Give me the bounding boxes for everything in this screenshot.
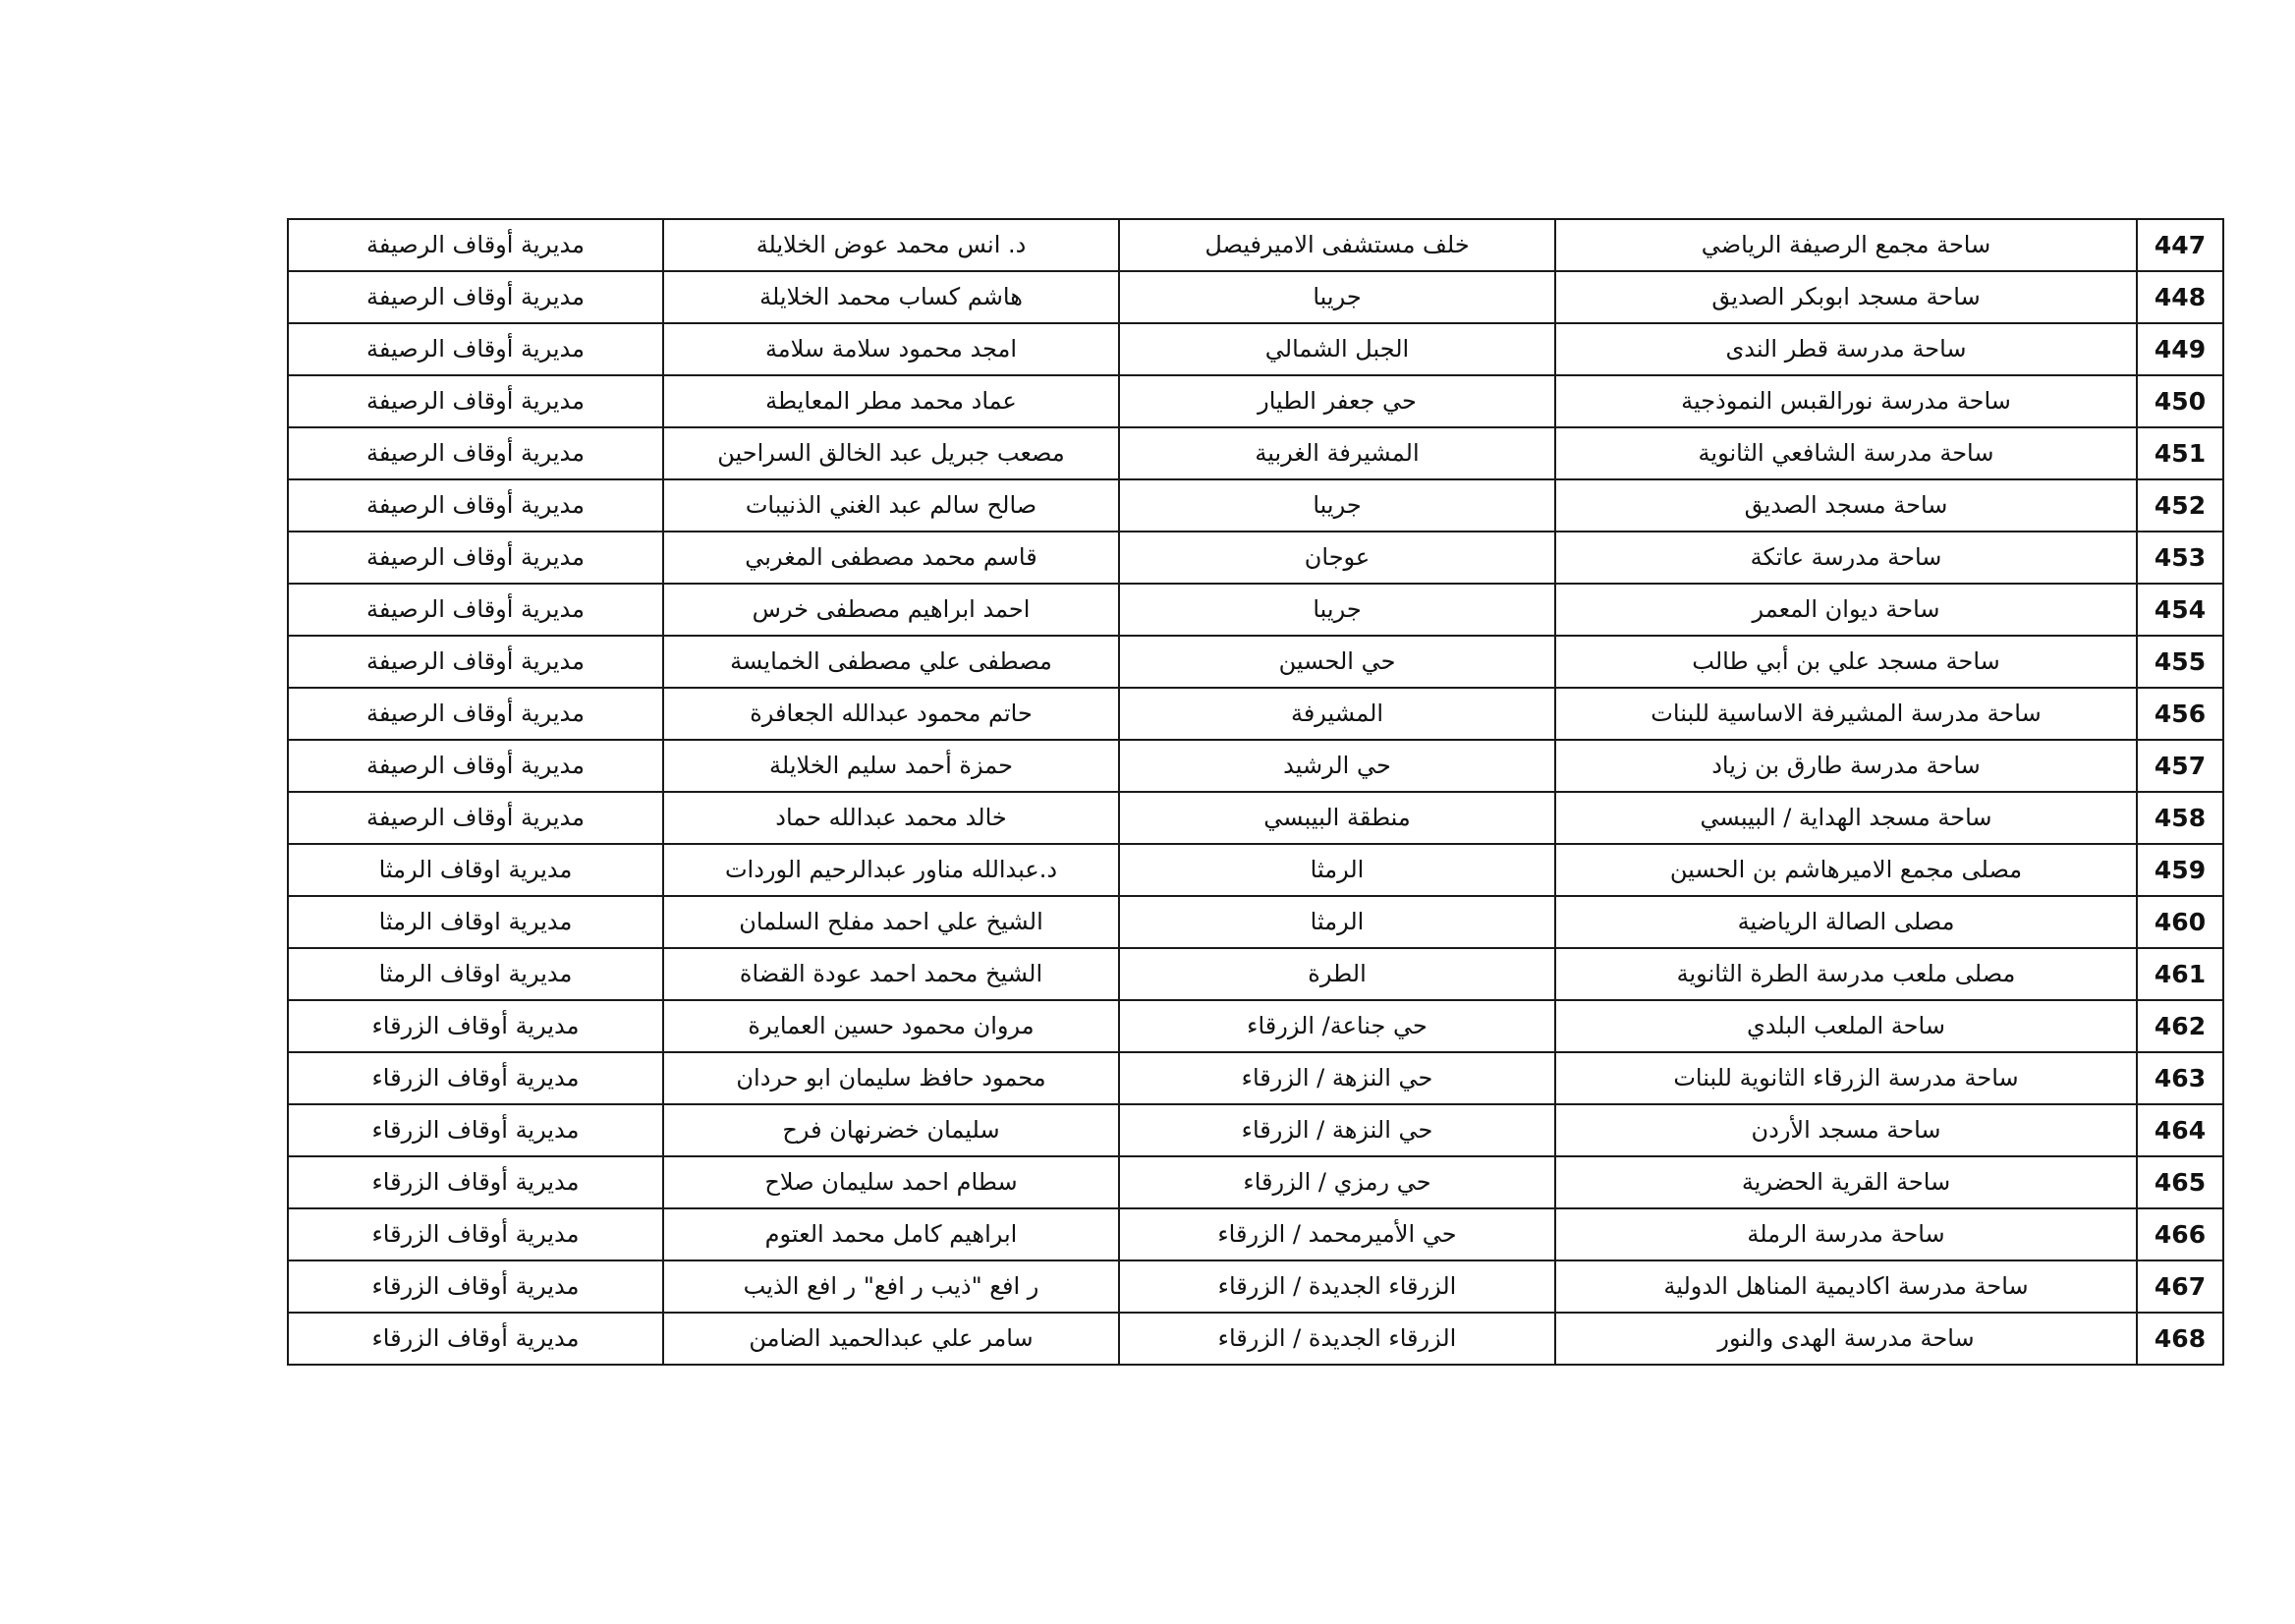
row-number-cell: 462 [2137,1000,2223,1052]
directorate-cell: مديرية أوقاف الرصيفة [288,532,663,584]
directorate-cell: مديرية أوقاف الزرقاء [288,1156,663,1208]
row-number-cell: 454 [2137,584,2223,636]
row-number-cell: 450 [2137,375,2223,427]
area-cell: الرمثا [1119,844,1555,896]
directorate-cell: مديرية اوقاف الرمثا [288,948,663,1000]
table-row [288,323,2223,375]
preacher-name-cell: الشيخ علي احمد مفلح السلمان [663,896,1119,948]
venue-cell: ساحة مسجد ابوبكر الصديق [1555,271,2137,323]
area-cell: المشيرفة [1119,688,1555,740]
directorate-cell: مديرية أوقاف الرصيفة [288,688,663,740]
table-row [288,688,2223,740]
table-row [288,792,2223,844]
area-cell: جريبا [1119,271,1555,323]
row-number-cell: 452 [2137,479,2223,532]
venue-cell: ساحة مسجد الصديق [1555,479,2137,532]
row-number-cell: 467 [2137,1260,2223,1313]
area-cell: جريبا [1119,479,1555,532]
venue-cell: ساحة مسجد الهداية / البيبسي [1555,792,2137,844]
venue-cell: مصلى مجمع الاميرهاشم بن الحسين [1555,844,2137,896]
directorate-cell: مديرية أوقاف الرصيفة [288,792,663,844]
venue-cell: ساحة مدرسة الرملة [1555,1208,2137,1260]
area-cell: حي جعفر الطيار [1119,375,1555,427]
directorate-cell: مديرية أوقاف الرصيفة [288,584,663,636]
area-cell: حي الأميرمحمد / الزرقاء [1119,1208,1555,1260]
preacher-name-cell: محمود حافظ سليمان ابو حردان [663,1052,1119,1104]
area-cell: حي النزهة / الزرقاء [1119,1052,1555,1104]
preacher-name-cell: سامر علي عبدالحميد الضامن [663,1313,1119,1365]
table-row [288,896,2223,948]
area-cell: حي جناعة/ الزرقاء [1119,1000,1555,1052]
row-number-cell: 449 [2137,323,2223,375]
venue-cell: ساحة مسجد الأردن [1555,1104,2137,1156]
table-row [288,427,2223,479]
area-cell: عوجان [1119,532,1555,584]
directorate-cell: مديرية أوقاف الرصيفة [288,479,663,532]
table-row [288,1313,2223,1365]
area-cell: حي الحسين [1119,636,1555,688]
table-row [288,636,2223,688]
venue-cell: ساحة مدرسة الشافعي الثانوية [1555,427,2137,479]
area-cell: الزرقاء الجديدة / الزرقاء [1119,1313,1555,1365]
row-number-cell: 448 [2137,271,2223,323]
row-number-cell: 455 [2137,636,2223,688]
preacher-name-cell: مروان محمود حسين العمايرة [663,1000,1119,1052]
area-cell: خلف مستشفى الاميرفيصل [1119,219,1555,271]
table-row [288,532,2223,584]
table-row [288,1208,2223,1260]
directorate-cell: مديرية أوقاف الزرقاء [288,1104,663,1156]
row-number-cell: 459 [2137,844,2223,896]
preacher-name-cell: امجد محمود سلامة سلامة [663,323,1119,375]
preacher-name-cell: خالد محمد عبدالله حماد [663,792,1119,844]
preacher-name-cell: حمزة أحمد سليم الخلايلة [663,740,1119,792]
table-row [288,740,2223,792]
row-number-cell: 447 [2137,219,2223,271]
area-cell: حي النزهة / الزرقاء [1119,1104,1555,1156]
prayer-venues-table [287,218,2224,1366]
directorate-cell: مديرية أوقاف الرصيفة [288,427,663,479]
row-number-cell: 457 [2137,740,2223,792]
row-number-cell: 465 [2137,1156,2223,1208]
venue-cell: ساحة مسجد علي بن أبي طالب [1555,636,2137,688]
preacher-name-cell: د.عبدالله مناور عبدالرحيم الوردات [663,844,1119,896]
venue-cell: ساحة القرية الحضرية [1555,1156,2137,1208]
table-row [288,271,2223,323]
table-row [288,1260,2223,1313]
row-number-cell: 458 [2137,792,2223,844]
row-number-cell: 464 [2137,1104,2223,1156]
preacher-name-cell: عماد محمد مطر المعايطة [663,375,1119,427]
preacher-name-cell: حاتم محمود عبدالله الجعافرة [663,688,1119,740]
row-number-cell: 456 [2137,688,2223,740]
directorate-cell: مديرية أوقاف الزرقاء [288,1313,663,1365]
preacher-name-cell: د. انس محمد عوض الخلايلة [663,219,1119,271]
venue-cell: ساحة مدرسة اكاديمية المناهل الدولية [1555,1260,2137,1313]
table-row [288,375,2223,427]
venue-cell: ساحة مدرسة نورالقبس النموذجية [1555,375,2137,427]
preacher-name-cell: الشيخ محمد احمد عودة القضاة [663,948,1119,1000]
table-body [288,219,2223,1365]
area-cell: المشيرفة الغربية [1119,427,1555,479]
table-row [288,584,2223,636]
venue-cell: ساحة مدرسة الزرقاء الثانوية للبنات [1555,1052,2137,1104]
preacher-name-cell: مصطفى علي مصطفى الخمايسة [663,636,1119,688]
venue-cell: ساحة مدرسة قطر الندى [1555,323,2137,375]
area-cell: الجبل الشمالي [1119,323,1555,375]
area-cell: الطرة [1119,948,1555,1000]
venue-cell: ساحة مدرسة المشيرفة الاساسية للبنات [1555,688,2137,740]
area-cell: الرمثا [1119,896,1555,948]
venue-cell: مصلى الصالة الرياضية [1555,896,2137,948]
directorate-cell: مديرية أوقاف الرصيفة [288,271,663,323]
preacher-name-cell: قاسم محمد مصطفى المغربي [663,532,1119,584]
venue-cell: مصلى ملعب مدرسة الطرة الثانوية [1555,948,2137,1000]
directorate-cell: مديرية أوقاف الرصيفة [288,636,663,688]
directorate-cell: مديرية اوقاف الرمثا [288,896,663,948]
preacher-name-cell: سليمان خضرنهان فرح [663,1104,1119,1156]
preacher-name-cell: احمد ابراهيم مصطفى خرس [663,584,1119,636]
table-row [288,1156,2223,1208]
area-cell: جريبا [1119,584,1555,636]
preacher-name-cell: صالح سالم عبد الغني الذنيبات [663,479,1119,532]
venue-cell: ساحة الملعب البلدي [1555,1000,2137,1052]
directorate-cell: مديرية أوقاف الرصيفة [288,323,663,375]
directorate-cell: مديرية اوقاف الرمثا [288,844,663,896]
directorate-cell: مديرية أوقاف الرصيفة [288,375,663,427]
row-number-cell: 460 [2137,896,2223,948]
row-number-cell: 451 [2137,427,2223,479]
table-row [288,219,2223,271]
row-number-cell: 453 [2137,532,2223,584]
preacher-name-cell: سطام احمد سليمان صلاح [663,1156,1119,1208]
row-number-cell: 463 [2137,1052,2223,1104]
preacher-name-cell: هاشم كساب محمد الخلايلة [663,271,1119,323]
directorate-cell: مديرية أوقاف الزرقاء [288,1208,663,1260]
table-row [288,1000,2223,1052]
table-row [288,844,2223,896]
area-cell: حي الرشيد [1119,740,1555,792]
directorate-cell: مديرية أوقاف الزرقاء [288,1052,663,1104]
table-row [288,948,2223,1000]
area-cell: الزرقاء الجديدة / الزرقاء [1119,1260,1555,1313]
venue-cell: ساحة مدرسة الهدى والنور [1555,1313,2137,1365]
table-row [288,479,2223,532]
venue-cell: ساحة مجمع الرصيفة الرياضي [1555,219,2137,271]
area-cell: منطقة البيبسي [1119,792,1555,844]
preacher-name-cell: ر افع "ذيب ر افع" ر افع الذيب [663,1260,1119,1313]
row-number-cell: 468 [2137,1313,2223,1365]
directorate-cell: مديرية أوقاف الرصيفة [288,740,663,792]
directorate-cell: مديرية أوقاف الزرقاء [288,1000,663,1052]
venue-cell: ساحة مدرسة طارق بن زياد [1555,740,2137,792]
table-row [288,1104,2223,1156]
directorate-cell: مديرية أوقاف الزرقاء [288,1260,663,1313]
venue-cell: ساحة ديوان المعمر [1555,584,2137,636]
directorate-cell: مديرية أوقاف الرصيفة [288,219,663,271]
row-number-cell: 461 [2137,948,2223,1000]
venue-cell: ساحة مدرسة عاتكة [1555,532,2137,584]
area-cell: حي رمزي / الزرقاء [1119,1156,1555,1208]
row-number-cell: 466 [2137,1208,2223,1260]
preacher-name-cell: مصعب جبريل عبد الخالق السراحين [663,427,1119,479]
table-row [288,1052,2223,1104]
preacher-name-cell: ابراهيم كامل محمد العتوم [663,1208,1119,1260]
